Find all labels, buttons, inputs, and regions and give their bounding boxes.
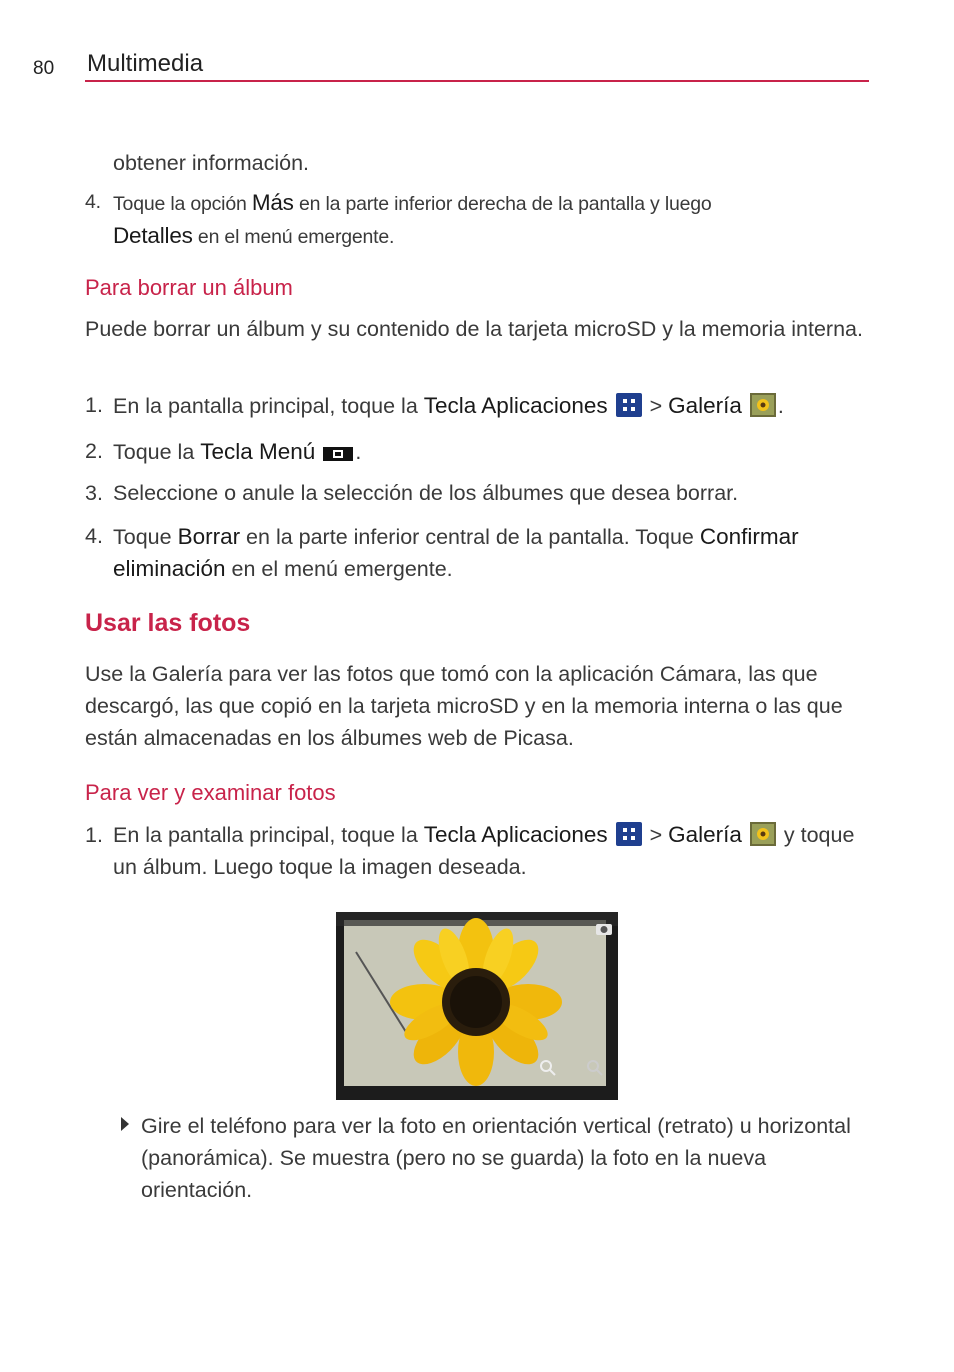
step-number: 3. <box>85 481 103 505</box>
list-item <box>85 521 870 585</box>
subheading-delete-album: Para borrar un álbum <box>85 275 293 300</box>
step-text: Toque la <box>113 440 201 464</box>
apps-grid-icon <box>616 393 642 417</box>
step-text: en la parte inferior central de la pantalla. Toque <box>240 525 700 549</box>
gallery-icon <box>750 393 776 417</box>
menu-key-icon <box>323 447 353 461</box>
key-more: Más <box>251 190 294 215</box>
gallery-icon <box>750 822 776 846</box>
subheading-view-photos: Para ver y examinar fotos <box>85 780 336 805</box>
step-text: . <box>777 394 784 418</box>
step-number: 4. <box>85 524 103 548</box>
step-number: 2. <box>85 439 103 463</box>
step-number: 4. <box>85 191 101 213</box>
key-apps: Tecla Aplicaciones <box>423 822 608 847</box>
key-delete: Borrar <box>177 524 241 549</box>
step-text: en el menú emergente. <box>225 557 453 581</box>
use-photos-description: Use la Galería para ver las fotos que tomó con la aplicación Cámara, las que descargó, las que copió en la tarjeta microSD y en la memoria interna o las que están almacenadas en los álbumes web de Picasa. <box>85 662 843 750</box>
step-text: > <box>643 823 669 847</box>
step-text: > <box>643 394 669 418</box>
apps-grid-icon <box>616 822 642 846</box>
key-gallery: Galería <box>668 393 742 418</box>
list-item <box>85 390 870 422</box>
sunflower-photo <box>336 912 618 1100</box>
camera-icon <box>596 924 612 935</box>
key-details: Detalles <box>113 223 193 248</box>
key-menu: Tecla Menú <box>200 439 316 464</box>
section-title: Multimedia <box>87 50 204 77</box>
step-text: Seleccione o anule la selección de los álbumes que desea borrar. <box>113 481 739 505</box>
step-number: 1. <box>85 823 103 847</box>
list-item <box>85 187 870 253</box>
step-text: en la parte inferior derecha de la pantalla y luego <box>293 193 712 215</box>
step-text: En la pantalla principal, toque la <box>113 394 424 418</box>
triangle-bullet-icon <box>121 1117 129 1131</box>
step-text: En la pantalla principal, toque la <box>113 823 424 847</box>
intro-line: obtener información. <box>113 151 309 175</box>
step-text: en el menú emergente. <box>192 226 395 248</box>
header-divider <box>85 80 869 82</box>
rotate-phone-note: Gire el teléfono para ver la foto en orientación vertical (retrato) u horizontal (panorámica). Se muestra (pero no se guarda) la foto en la nueva orientación. <box>141 1114 851 1202</box>
step-text: y toque un álbum. Luego toque la imagen deseada. <box>113 823 855 879</box>
page-number: 80 <box>33 58 55 79</box>
step-text: . <box>355 440 362 464</box>
step-text: Toque la opción <box>113 193 252 215</box>
step-number: 1. <box>85 393 103 417</box>
key-apps: Tecla Aplicaciones <box>423 393 608 418</box>
step-text: Toque <box>113 525 178 549</box>
list-item <box>85 819 870 883</box>
key-confirm-delete: Confirmar eliminación <box>113 524 799 581</box>
key-gallery: Galería <box>668 822 742 847</box>
list-item <box>85 478 870 509</box>
list-item <box>85 436 870 468</box>
delete-album-description: Puede borrar un álbum y su contenido de la tarjeta microSD y la memoria interna. <box>85 317 863 341</box>
heading-use-photos: Usar las fotos <box>85 609 251 637</box>
